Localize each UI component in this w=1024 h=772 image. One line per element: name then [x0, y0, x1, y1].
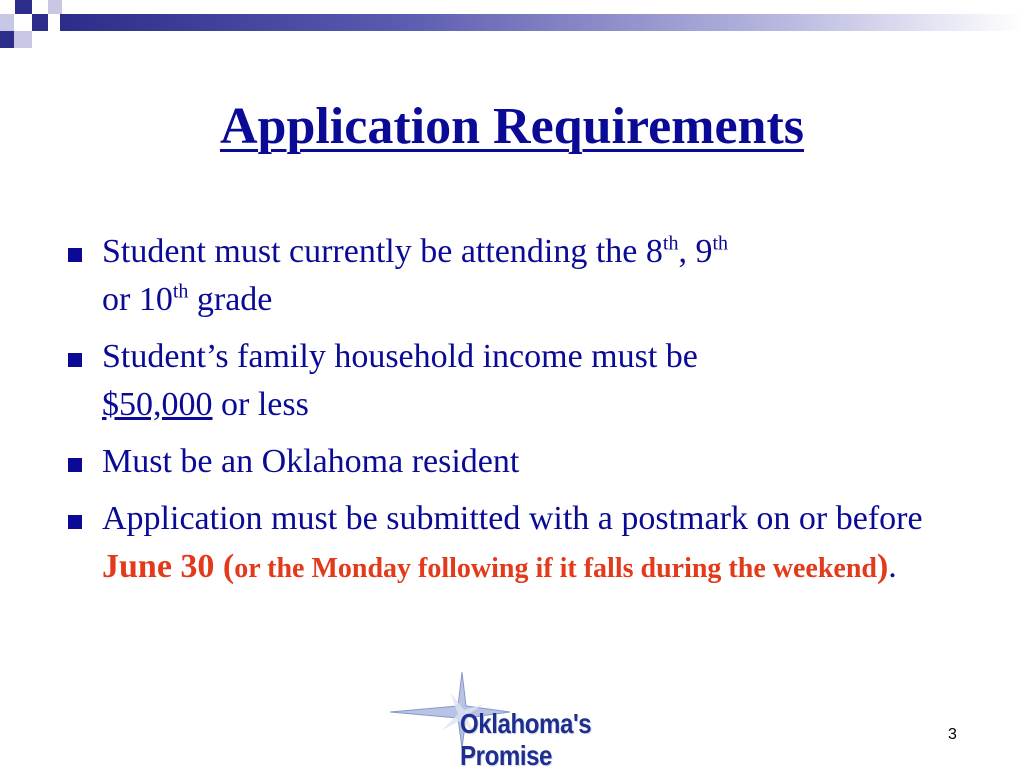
bullet-square-icon [68, 515, 82, 529]
deco-square [32, 14, 48, 31]
logo-text: Oklahoma's Promise [460, 708, 592, 771]
bullet-grade-requirement [60, 228, 960, 324]
deadline-note: or the Monday following if it falls during the weekend [234, 553, 877, 584]
bullet-deadline-requirement [60, 495, 960, 593]
bullet-text: grade [188, 281, 273, 318]
bullet-text: or 10 [102, 281, 173, 318]
income-amount: $50,000 [102, 386, 213, 423]
slide-title [0, 98, 1024, 155]
bullet-text: Student’s family household income must be [102, 338, 698, 375]
deco-square [0, 31, 14, 48]
bullet-text: . [888, 548, 897, 585]
bullet-square-icon [68, 248, 82, 262]
oklahomas-promise-logo [390, 672, 710, 771]
bullet-text: Must be an Oklahoma resident [102, 443, 520, 480]
slide-title-text: Application Requirements [219, 98, 805, 155]
bullet-square-icon [68, 458, 82, 472]
bullet-text: , 9 [678, 233, 713, 270]
bullet-text: or less [212, 386, 309, 423]
header-gradient-bar [60, 14, 1024, 31]
bullet-square-icon [68, 353, 82, 367]
superscript: th [712, 232, 729, 255]
superscript: th [662, 232, 679, 255]
deco-square [48, 0, 62, 14]
deco-square [15, 0, 32, 14]
deco-square [0, 14, 14, 31]
page-number: 3 [948, 726, 957, 743]
bullet-residency-requirement [60, 438, 960, 486]
bullet-text: Student must currently be attending the 8 [102, 233, 663, 270]
deadline-date: June 30 ( [102, 548, 235, 585]
bullet-text: Application must be submitted with a postmark on or before [102, 500, 923, 537]
header-decoration [0, 0, 1024, 60]
bullet-list [60, 228, 960, 602]
deco-square [32, 31, 48, 48]
bullet-income-requirement [60, 333, 960, 429]
deadline-close-paren: ) [876, 548, 889, 585]
deco-square [14, 31, 32, 48]
superscript: th [172, 280, 189, 303]
